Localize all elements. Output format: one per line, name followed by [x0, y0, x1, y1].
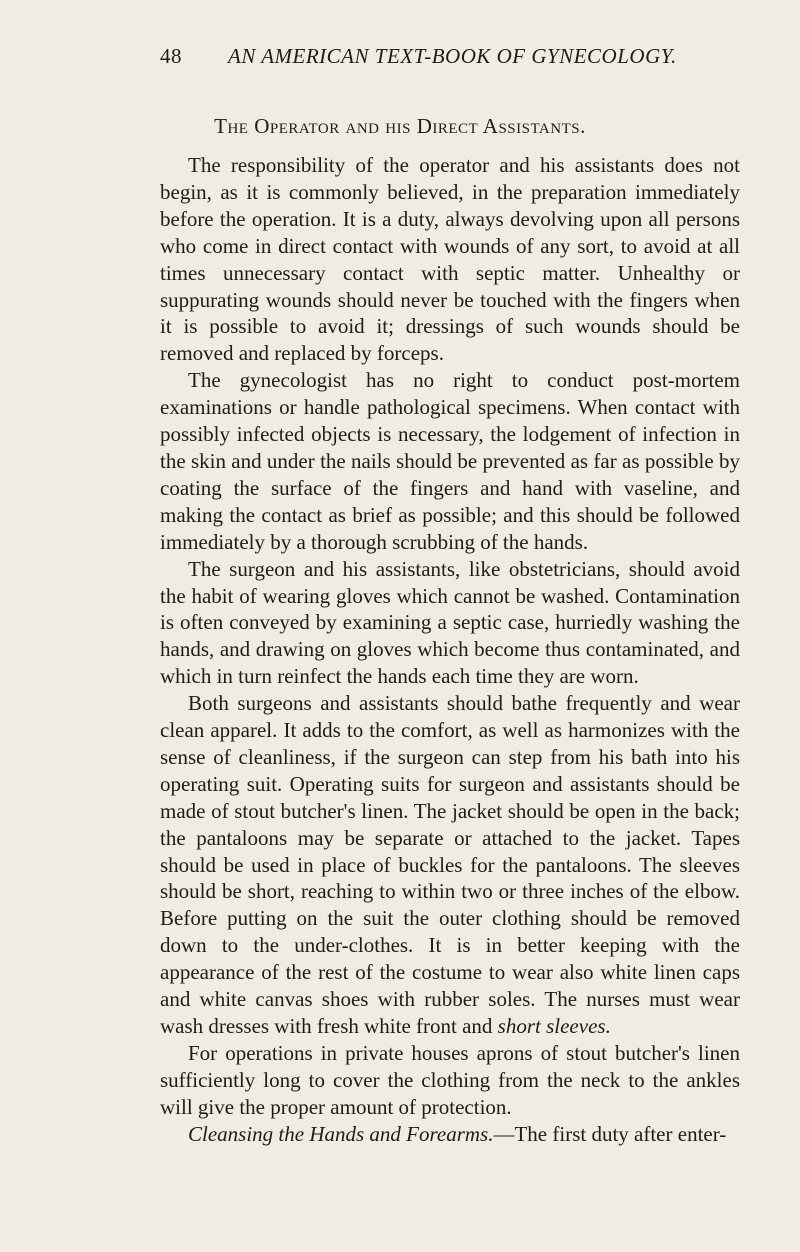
paragraph-6 — [160, 1121, 740, 1148]
running-head — [160, 44, 740, 74]
paragraph-3: The surgeon and his assistants, like obstetricians, should avoid the habit of wearing gloves which cannot be washed. Contamination is often conveyed by examining a septic case, hurriedly washing the hands, and drawing on gloves which become thus contaminated, and which in turn reinfect the hands each time they are worn. — [160, 556, 740, 689]
paragraph-6-text: —The first duty after enter- — [493, 1121, 727, 1146]
paragraph-4-italic: short sleeves. — [497, 1014, 611, 1038]
paragraph-1: The responsibility of the operator and his assistants does not begin, as it is commonly believed, in the preparation immediately before the operation. It is a duty, always devolving upon all persons who come in direct contact with wounds of any sort, to avoid at all times unnecessary contact with septic matter. Unhealthy or suppurating wounds should never be touched with the fingers when it is possible to avoid it; dressings of such wounds should be removed and replaced by forceps. — [160, 153, 740, 366]
section-heading: The Operator and his Direct Assistants. — [214, 114, 586, 138]
paragraph-5: For operations in private houses aprons of stout butcher's linen sufficiently long to cover the clothing from the neck to the ankles will give the proper amount of protection. — [160, 1040, 740, 1119]
book-title: AN AMERICAN TEXT-BOOK OF GYNECOLOGY. — [228, 44, 677, 68]
body-text — [160, 152, 740, 1148]
subheading-cleansing: Cleansing the Hands and Forearms. — [188, 1121, 494, 1146]
page-number: 48 — [160, 44, 182, 68]
paragraph-4 — [160, 690, 740, 1040]
paragraph-4-text: Both surgeons and assistants should bathe frequently and wear clean apparel. It adds to the comfort, as well as harmonizes with the sense of cleanliness, if the surgeon can step from his bath into his operating suit. Operating suits for surgeon and assistants should be made of stout butcher's linen. The jacket should be open in the back; the pantaloons may be separate or attached to the jacket. Tapes should be used in place of buckles for the pantaloons. The sleeves should be short, reaching to within two or three inches of the elbow. Before putting on the suit the outer clothing should be removed down to the under-clothes. It is in better keeping with the appearance of the rest of the costume to wear also white linen caps and white canvas shoes with rubber soles. The nurses must wear wash dresses with fresh white front and — [160, 691, 740, 1038]
paragraph-2: The gynecologist has no right to conduct post-mortem examinations or handle pathological specimens. When contact with possibly infected objects is necessary, the lodgement of infection in the skin and under the nails should be prevented as far as possible by coating the surface of the fingers and hand with vaseline, and making the contact as brief as possible; and this should be followed immediately by a thorough scrubbing of the hands. — [160, 368, 740, 554]
